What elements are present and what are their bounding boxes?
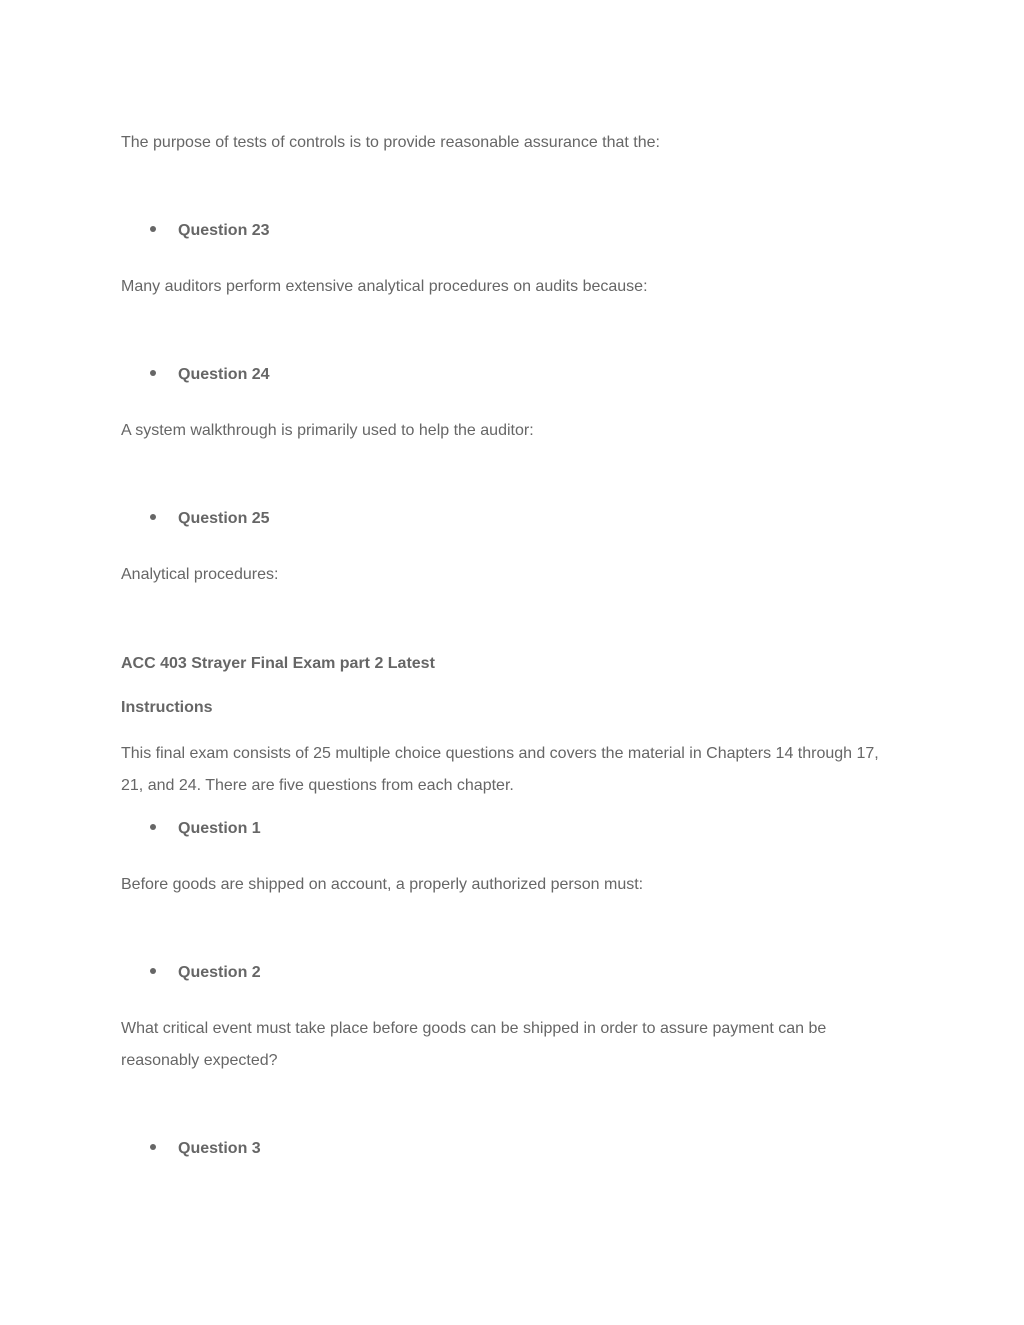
bullet-icon <box>150 226 156 232</box>
question-25-item <box>150 503 270 535</box>
bullet-icon <box>150 968 156 974</box>
question-24-item <box>150 359 270 391</box>
question-23-item <box>150 215 270 247</box>
bullet-icon <box>150 514 156 520</box>
question-1-text: Before goods are shipped on account, a properly authorized person must: <box>121 876 644 893</box>
question-1-label: Question 1 <box>178 820 261 837</box>
bullet-icon <box>150 1144 156 1150</box>
question-2-text: What critical event must take place before goods can be shipped in order to assure payment can be reasonably expected? <box>121 1020 827 1069</box>
part2-title: ACC 403 Strayer Final Exam part 2 Latest <box>121 655 435 672</box>
question-25-text: Analytical procedures: <box>121 566 279 583</box>
bullet-icon <box>150 370 156 376</box>
instructions-heading: Instructions <box>121 699 213 716</box>
question-2-item <box>150 957 261 989</box>
question-25-label: Question 25 <box>178 510 270 527</box>
instructions-text: This final exam consists of 25 multiple choice questions and covers the material in Chapters 14 through 17, 21, and 24. There are five questions from each chapter. <box>121 745 879 794</box>
question-1-item <box>150 813 261 845</box>
question-24-label: Question 24 <box>178 366 270 383</box>
bullet-icon <box>150 824 156 830</box>
question-23-label: Question 23 <box>178 222 270 239</box>
question-22-text: The purpose of tests of controls is to provide reasonable assurance that the: <box>121 134 660 151</box>
question-3-label: Question 3 <box>178 1140 261 1157</box>
question-2-label: Question 2 <box>178 964 261 981</box>
question-23-text: Many auditors perform extensive analytical procedures on audits because: <box>121 278 648 295</box>
question-24-text: A system walkthrough is primarily used to help the auditor: <box>121 422 534 439</box>
question-3-item <box>150 1133 261 1165</box>
